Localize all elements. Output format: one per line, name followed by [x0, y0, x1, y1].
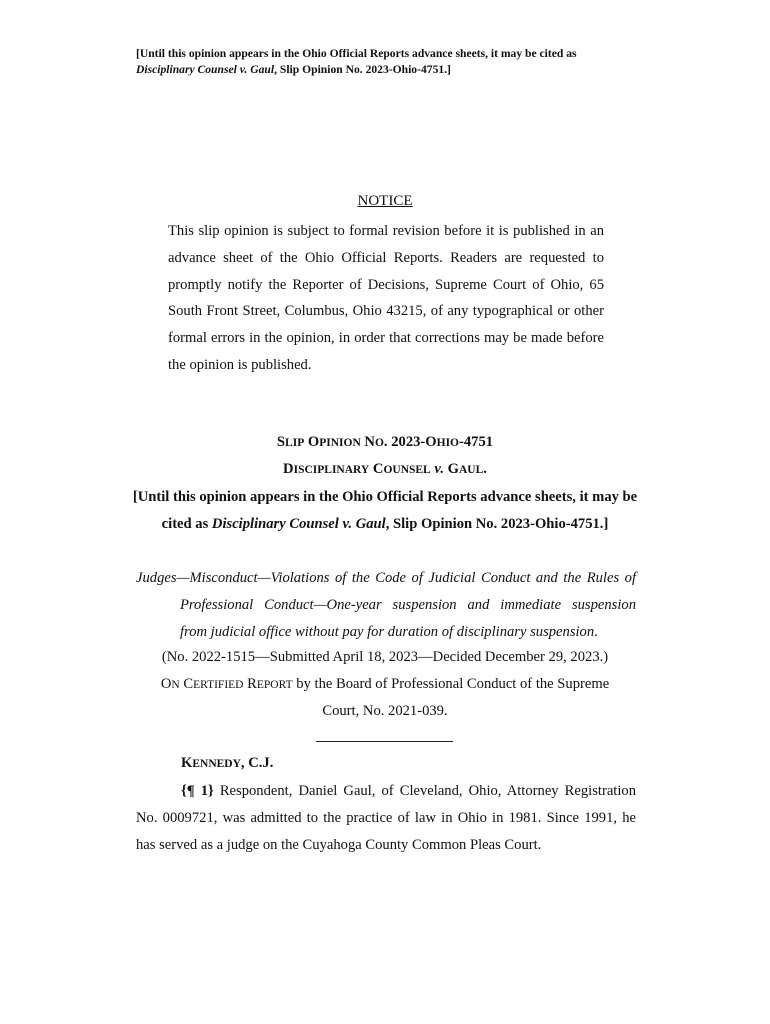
citation-block-part1: [Until this opinion appears in the Ohio Official Reports advance sheets, it may be cited as: [132, 489, 638, 532]
citation-header-note: [136, 46, 636, 78]
opinion-author: [181, 755, 273, 772]
paragraph-text: Respondent, Daniel Gaul, of Cleveland, Ohio, Attorney Registration No. 0009721, was admitted to the practice of law in Ohio in 1981. Since 1991, he has served as a judge on the Cuyahoga County Common Pleas Court.: [136, 783, 636, 853]
slip-lip: LIP: [285, 437, 305, 449]
report-rep-eport: EPORT: [256, 679, 293, 691]
slip-opinion-number: [0, 434, 770, 451]
citation-header-case-name: Disciplinary Counsel v. Gaul: [136, 63, 275, 76]
headnote-line3: from judicial office without pay for duration of disciplinary suspension: [180, 623, 595, 640]
parties-ounsel: OUNSEL: [383, 464, 431, 476]
parties-v: v.: [434, 461, 444, 477]
author-k: K: [181, 755, 193, 771]
citation-block-part2: , Slip Opinion No. 2023-Ohio-4751.]: [385, 515, 609, 532]
author-ennedy: ENNEDY: [192, 758, 241, 770]
slip-s: S: [276, 434, 286, 450]
paragraph-indent: [136, 783, 181, 799]
slip-ohio-hio: HIO: [436, 437, 460, 449]
headnote-line1: Judges—Misconduct—Violations of the Code of Judicial Conduct and the Rules of: [136, 570, 636, 586]
slip-o2: O: [374, 437, 384, 449]
parties-d: D: [283, 461, 294, 477]
slip-n: N: [364, 434, 375, 450]
notice-body: This slip opinion is subject to formal revision before it is published in an advance sheet of the Ohio Official Reports. Readers are requested to promptly notify the Reporter of Decisions, Supreme Court of Ohio, 65 South Front Street, Columbus, Ohio 43215, of any typographical or other formal errors in the opinion, in order that corrections may be made before the opinion is published.: [168, 223, 604, 373]
paragraph-1: [136, 778, 636, 858]
report-rep-r: R: [247, 676, 257, 692]
certified-report-line: [0, 676, 770, 693]
report-on-n: N: [171, 679, 180, 691]
citation-block-case-name: Disciplinary Counsel v. Gaul: [211, 515, 386, 532]
report-cert-c: C: [183, 676, 194, 692]
citation-block: [130, 484, 640, 537]
notice-title: NOTICE: [357, 193, 413, 209]
headnote-line2: Professional Conduct—One-year suspension and immediate suspension: [180, 596, 636, 613]
slip-pinion: PINION: [319, 437, 361, 449]
section-divider: [316, 741, 453, 742]
citation-header-line1: [Until this opinion appears in the Ohio Official Reports advance sheets, it may be cited as: [136, 47, 577, 60]
slip-num: . 2023-: [383, 434, 426, 450]
headnote-line3-wrap: [136, 619, 636, 646]
report-on-o: O: [160, 676, 172, 692]
slip-tail: -4751: [459, 434, 494, 450]
report-rest: by the Board of Professional Conduct of the Supreme: [292, 676, 610, 692]
docket-line: (No. 2022-1515—Submitted April 18, 2023—Decided December 29, 2023.): [161, 649, 609, 665]
slip-ohio-o: O: [425, 434, 437, 450]
parties-g: G: [447, 461, 459, 477]
case-parties: [0, 461, 770, 478]
author-cj: , C.J.: [240, 755, 274, 771]
parties-aul: AUL: [459, 464, 484, 476]
report-cert-ertified: ERTIFIED: [193, 679, 244, 691]
paragraph-number: {¶ 1}: [181, 783, 214, 799]
citation-header-line2: , Slip Opinion No. 2023-Ohio-4751.]: [274, 63, 451, 76]
parties-isciplinary: ISCIPLINARY: [293, 464, 370, 476]
headnote: [136, 565, 636, 645]
slip-o: O: [307, 434, 320, 450]
parties-end: .: [483, 461, 487, 477]
certified-report-line2: Court, No. 2021-039.: [322, 703, 448, 719]
headnote-line3-end: .: [594, 623, 598, 640]
parties-c: C: [372, 461, 384, 477]
